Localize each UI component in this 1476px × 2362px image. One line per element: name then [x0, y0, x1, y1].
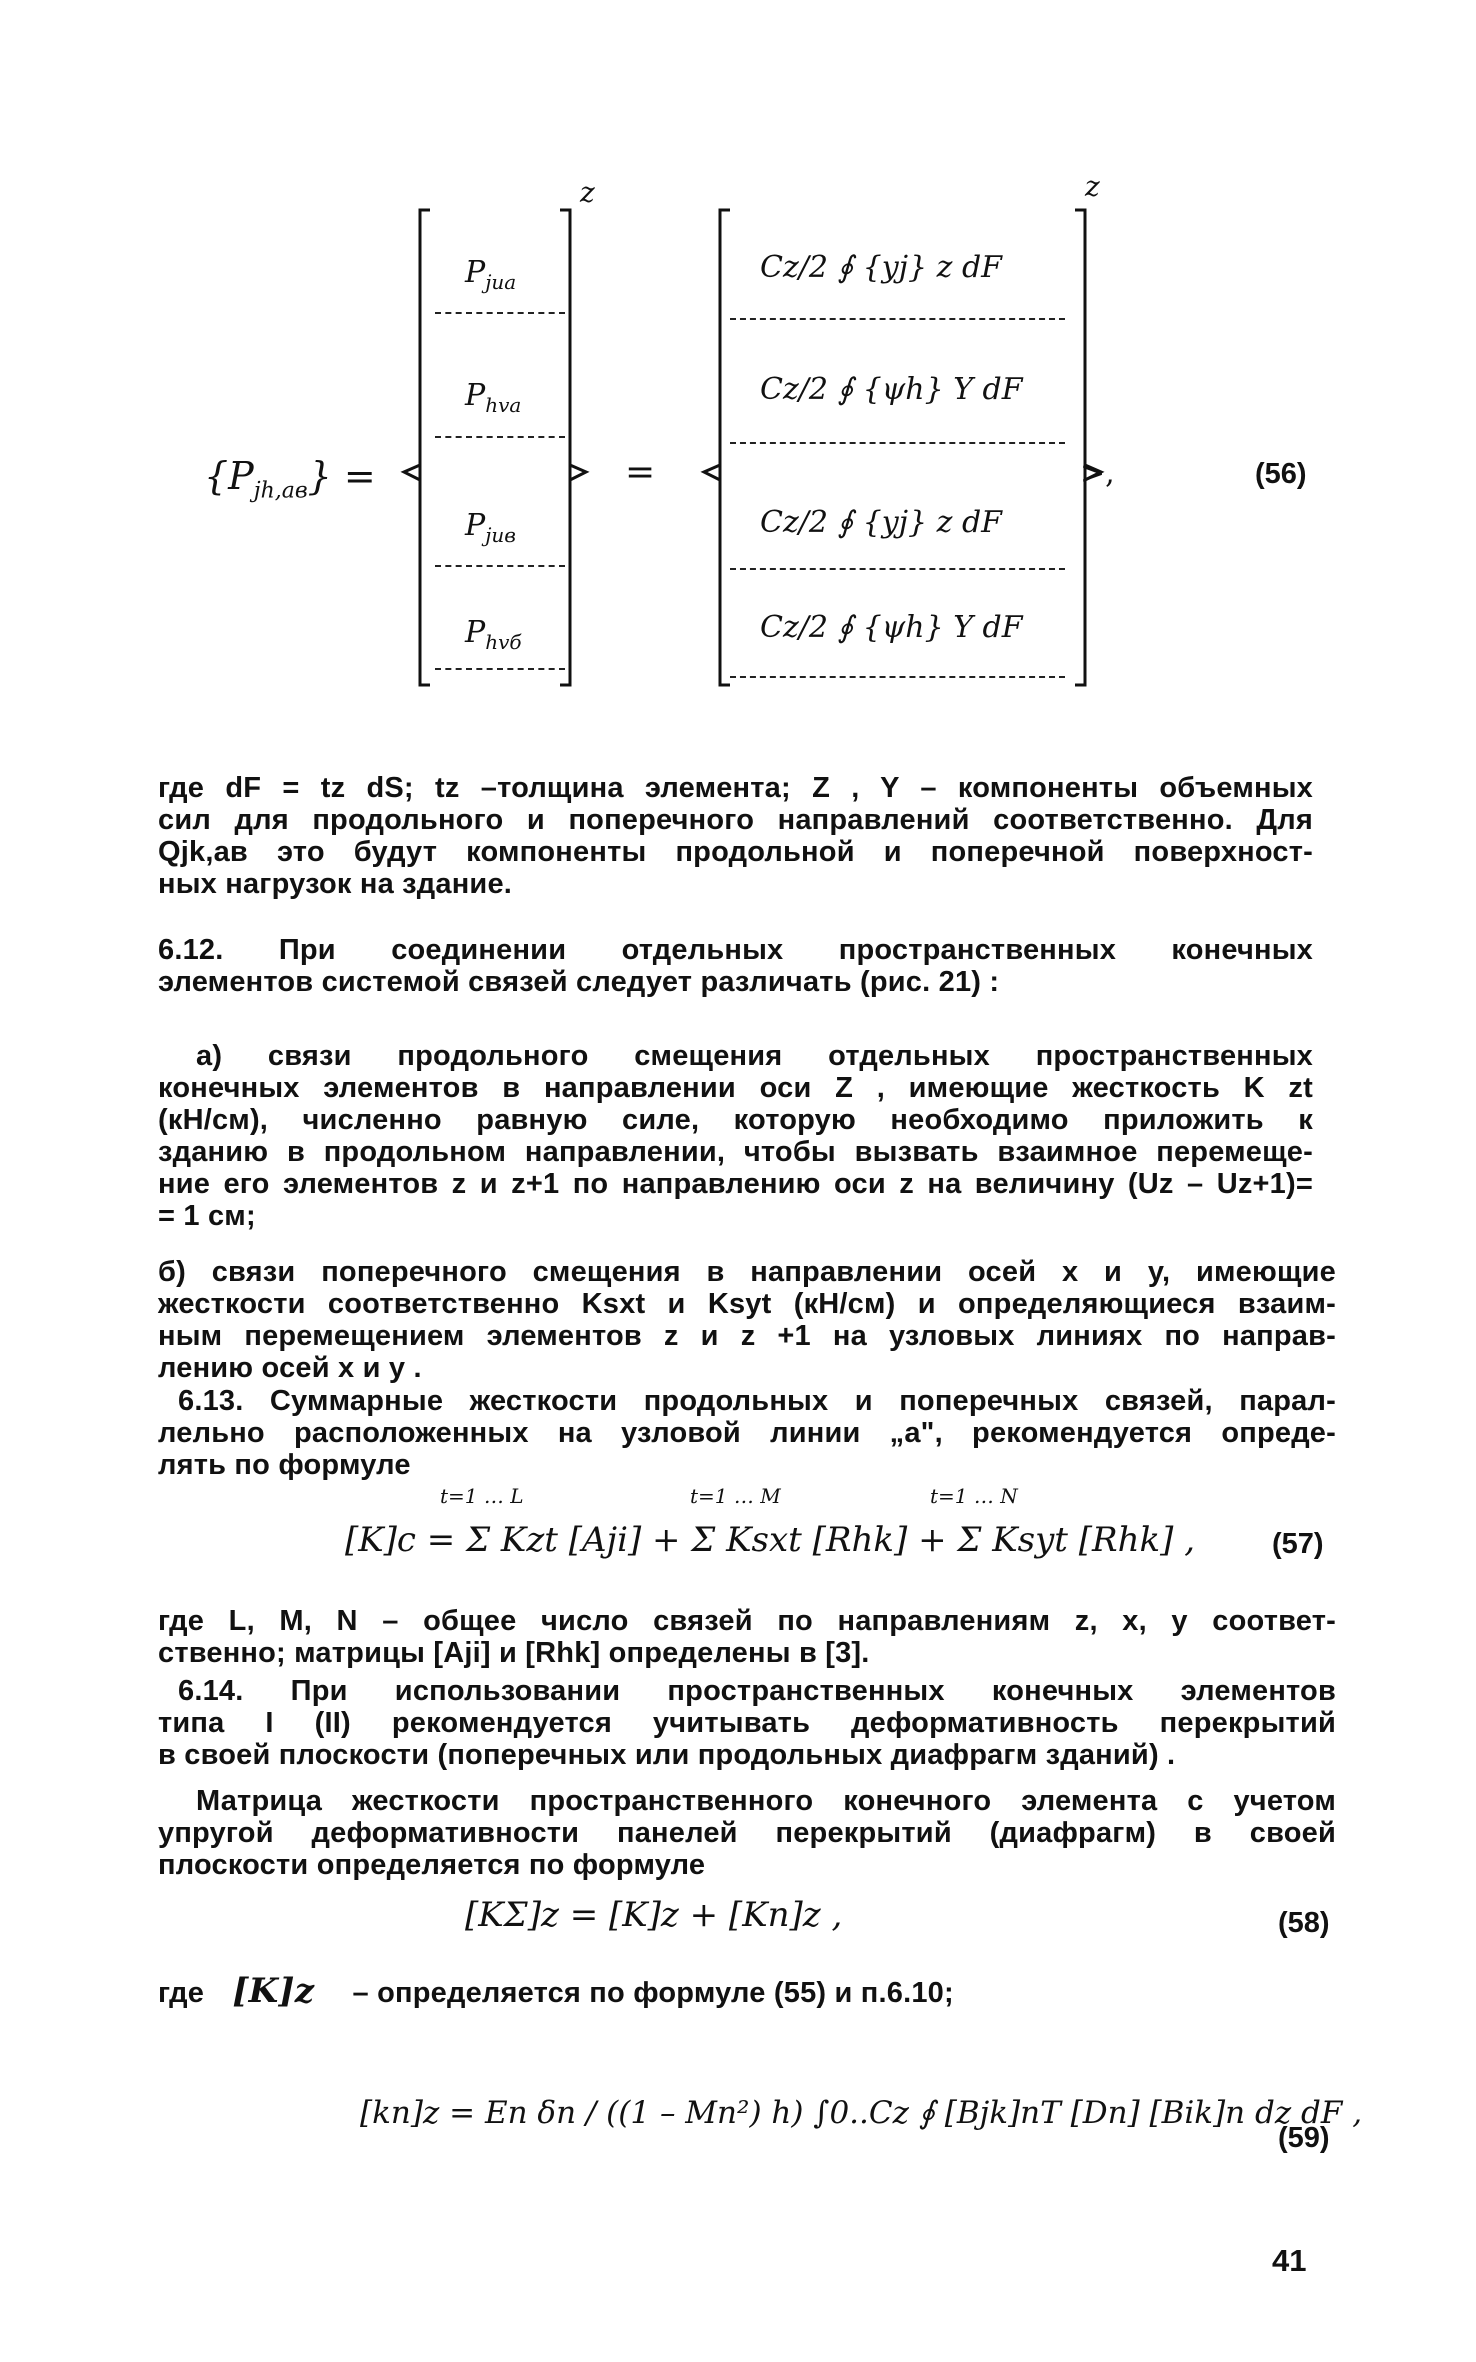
eq56-lhs: $\{P_{jh,ав}\}$ = [204, 454, 376, 504]
eq57-formula: [K]c = Σ Kzt [Aji] + Σ Ksxt [Rhk] + Σ Ksyt [Rhk] , [345, 1520, 1195, 1560]
paragraph-6-13: 6.13. Суммарные жесткости продольных и поперечных связей, парал- лельно расположенных на узловой линии „a", рекомендуется опреде- лять по формуле [158, 1385, 1336, 1481]
eq56-trailing: >, [1080, 456, 1115, 491]
paragraph-matrix: Матрица жесткости пространственного конечного элемента с учетом упругой деформативности панелей перекрытий (диафрагм) в своей плоскости определяется по формуле [158, 1785, 1336, 1881]
eq56-left-divider [435, 668, 565, 670]
eq56-left-cell-2: $P_{hva}$ [465, 378, 522, 417]
eq56-right-divider [730, 442, 1065, 444]
eq56-right-cell-1: Cz/2 ∮ {yj} z dF [760, 250, 1002, 285]
paragraph-6-14: 6.14. При использовании пространственных конечных элементов типа I (II) рекомендуется учитывать деформативность перекрытий в своей плоскости (поперечных или продольных диафрагм зданий) . [158, 1675, 1336, 1771]
eq56-power-left: z [580, 176, 595, 209]
paragraph-where-K: где [K]z – определяется по формуле (55) и п.6.10; [158, 1971, 954, 2011]
eq56-left-divider [435, 312, 565, 314]
eq59-number: (59) [1278, 2122, 1330, 2154]
eq56-left-cell-3: $P_{jив}$ [465, 508, 516, 547]
eq56-left-divider [435, 565, 565, 567]
eq56-power-right: z [1085, 170, 1100, 203]
eq56-number: (56) [1255, 458, 1307, 490]
eq56-right-divider [730, 568, 1065, 570]
eq57-number: (57) [1272, 1528, 1324, 1560]
paragraph-where-LMN: где L, M, N – общее число связей по направлениям z, x, y соответ- ственно; матрицы [Aji] и [Rhk] определены в [3]. [158, 1605, 1336, 1669]
paragraph-6-12: 6.12. При соединении отдельных пространственных конечных элементов системой связей следует различать (рис. 21) : [158, 934, 1313, 998]
eq57-limit-3: t=1 … N [930, 1484, 1018, 1508]
eq56-right-cell-3: Cz/2 ∮ {yj} z dF [760, 505, 1002, 540]
eq56-right-cell-4: Cz/2 ∮ {ψh} Y dF [760, 610, 1023, 645]
eq56-right-divider [730, 676, 1065, 678]
paragraph-where-dF: где dF = tz dS; tz –толщина элемента; Z , Y – компоненты объемных сил для продольного и поперечного направлений соответственно. Для Qjk,aв это будут компоненты продольной и поперечной поверхност- ных нагрузок на здание. [158, 772, 1313, 900]
eq56-left-divider [435, 436, 565, 438]
page-number: 41 [1272, 2243, 1307, 2278]
eq56-left-cell-1: $P_{jua}$ [465, 255, 517, 294]
eq57-limit-1: t=1 … L [440, 1484, 524, 1508]
eq56-equals: = [625, 452, 656, 493]
eq56-left-cell-4: $P_{hvб}$ [465, 615, 522, 654]
eq58-number: (58) [1278, 1907, 1330, 1939]
eq59-formula: [kп]z = Eп δп / ((1 – Mп²) h) ∫0..Cz ∮ [Bjk]пT [Dп] [Bik]п dz dF , [360, 2095, 1363, 2131]
eq58-formula: [KΣ]z = [K]z + [Kп]z , [465, 1895, 843, 1935]
eq56-right-cell-2: Cz/2 ∮ {ψh} Y dF [760, 372, 1023, 407]
eq57-limit-2: t=1 … M [690, 1484, 781, 1508]
paragraph-a: а) связи продольного смещения отдельных пространственных конечных элементов в направлении оси Z , имеющие жесткость K zt (кН/см), численно равную силе, которую необходимо приложить к зданию в продольном направлении, чтобы вызвать взаимное перемеще- ние его элементов z и z+1 по направлению оси z на величину (Uz – Uz+1)= = 1 см; [158, 1040, 1313, 1232]
eq56-right-divider [730, 318, 1065, 320]
paragraph-b: б) связи поперечного смещения в направлении осей x и y, имеющие жесткости соответственно Ksxt и Ksyt (кН/см) и определяющиеся взаим- ным перемещением элементов z и z +1 на узловых линиях по направ- лению осей x и y . [158, 1256, 1336, 1384]
